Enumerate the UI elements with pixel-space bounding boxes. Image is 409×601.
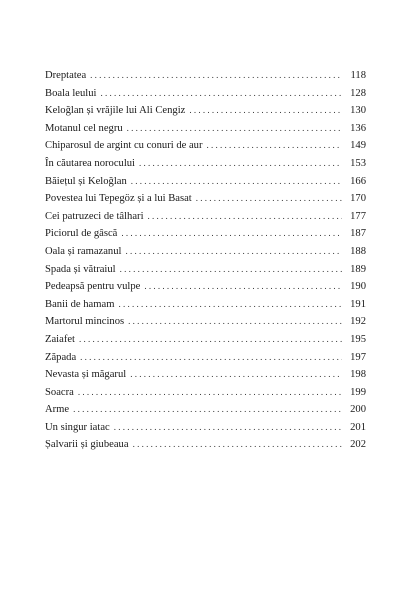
toc-entry <box>45 384 366 402</box>
toc-dot-leader <box>125 243 342 261</box>
toc-entry-page: 187 <box>350 228 366 240</box>
toc-entry <box>45 102 366 120</box>
toc-dot-leader <box>128 313 342 331</box>
toc-entry-page: 170 <box>350 193 366 205</box>
toc-entry-page: 197 <box>350 351 366 363</box>
toc-entry-page: 128 <box>350 87 366 99</box>
toc-entry-title: Spada și vătraiul <box>45 263 116 275</box>
toc-entry <box>45 85 366 103</box>
toc-entry <box>45 208 366 226</box>
toc-entry-title: Povestea lui Tepegöz și a lui Basat <box>45 193 192 205</box>
toc-dot-leader <box>118 296 342 314</box>
toc-entry <box>45 401 366 419</box>
toc-entry-title: Soacra <box>45 386 74 398</box>
toc-dot-leader <box>90 67 342 85</box>
toc-entry <box>45 261 366 279</box>
toc-entry-title: Nevasta și măgarul <box>45 369 127 381</box>
toc-dot-leader <box>114 419 342 437</box>
toc-dot-leader <box>79 331 342 349</box>
toc-dot-leader <box>78 384 342 402</box>
toc-dot-leader <box>80 349 342 367</box>
toc-entry-title: Chiparosul de argint cu conuri de aur <box>45 140 203 152</box>
toc-entry <box>45 419 366 437</box>
toc-entry-page: 199 <box>350 386 366 398</box>
toc-entry <box>45 225 366 243</box>
toc-entry <box>45 366 366 384</box>
toc-entry-page: 201 <box>350 421 366 433</box>
toc-entry-title: Motanul cel negru <box>45 122 123 134</box>
toc-entry-title: Keloğlan și vrăjile lui Ali Cengiz <box>45 105 186 117</box>
toc-dot-leader <box>139 155 342 173</box>
toc-entry-title: Arme <box>45 404 70 416</box>
toc-entry-page: 166 <box>350 175 366 187</box>
table-of-contents <box>45 67 366 454</box>
toc-entry <box>45 190 366 208</box>
toc-entry <box>45 137 366 155</box>
toc-entry-page: 189 <box>350 263 366 275</box>
toc-entry-title: Băiețul și Keloğlan <box>45 175 127 187</box>
toc-entry-title: Pedeapsă pentru vulpe <box>45 281 141 293</box>
toc-entry-page: 202 <box>350 439 366 451</box>
toc-dot-leader <box>196 190 342 208</box>
toc-dot-leader <box>133 436 342 454</box>
toc-dot-leader <box>144 278 342 296</box>
toc-entry <box>45 349 366 367</box>
toc-entry-title: Martorul mincinos <box>45 316 125 328</box>
toc-entry <box>45 331 366 349</box>
toc-dot-leader <box>207 137 343 155</box>
toc-entry-title: Dreptatea <box>45 70 87 81</box>
toc-entry <box>45 296 366 314</box>
toc-dot-leader <box>189 102 342 120</box>
toc-entry <box>45 173 366 191</box>
toc-entry <box>45 313 366 331</box>
toc-entry-page: 198 <box>350 369 366 381</box>
toc-entry <box>45 243 366 261</box>
toc-entry-page: 188 <box>350 245 366 257</box>
toc-entry <box>45 155 366 173</box>
toc-dot-leader <box>120 261 342 279</box>
toc-dot-leader <box>73 401 342 419</box>
toc-entry-page: 130 <box>350 105 366 117</box>
toc-entry-page: 149 <box>350 140 366 152</box>
toc-entry <box>45 120 366 138</box>
toc-dot-leader <box>131 173 342 191</box>
toc-entry-title: Zaiafet <box>45 333 75 345</box>
toc-entry-page: 153 <box>350 157 366 169</box>
toc-dot-leader <box>121 225 342 243</box>
toc-entry-title: Zăpada <box>45 351 77 363</box>
toc-entry-title: Boala leului <box>45 87 97 99</box>
toc-entry-page: 200 <box>350 404 366 416</box>
toc-entry-page: 190 <box>350 281 366 293</box>
toc-dot-leader <box>127 120 342 138</box>
toc-dot-leader <box>100 85 342 103</box>
toc-entry-page: 177 <box>350 210 366 222</box>
toc-entry-title: Oala și ramazanul <box>45 245 122 257</box>
toc-entry-title: Banii de hamam <box>45 298 115 310</box>
toc-entry <box>45 436 366 454</box>
toc-entry <box>45 278 366 296</box>
toc-entry-title: Șalvarii și giubeaua <box>45 439 129 451</box>
toc-dot-leader <box>148 208 342 226</box>
toc-entry-title: Piciorul de gâscă <box>45 228 118 240</box>
toc-entry-title: Cei patruzeci de tâlhari <box>45 210 144 222</box>
toc-dot-leader <box>130 366 342 384</box>
toc-entry <box>45 67 366 85</box>
toc-entry-page: 136 <box>350 122 366 134</box>
toc-entry-page: 195 <box>350 333 366 345</box>
toc-entry-title: Un singur iatac <box>45 421 110 433</box>
toc-entry-title: În căutarea norocului <box>45 157 136 169</box>
toc-entry-page: 191 <box>350 298 366 310</box>
toc-entry-page: 192 <box>350 316 366 328</box>
toc-entry-page: 118 <box>350 70 366 81</box>
